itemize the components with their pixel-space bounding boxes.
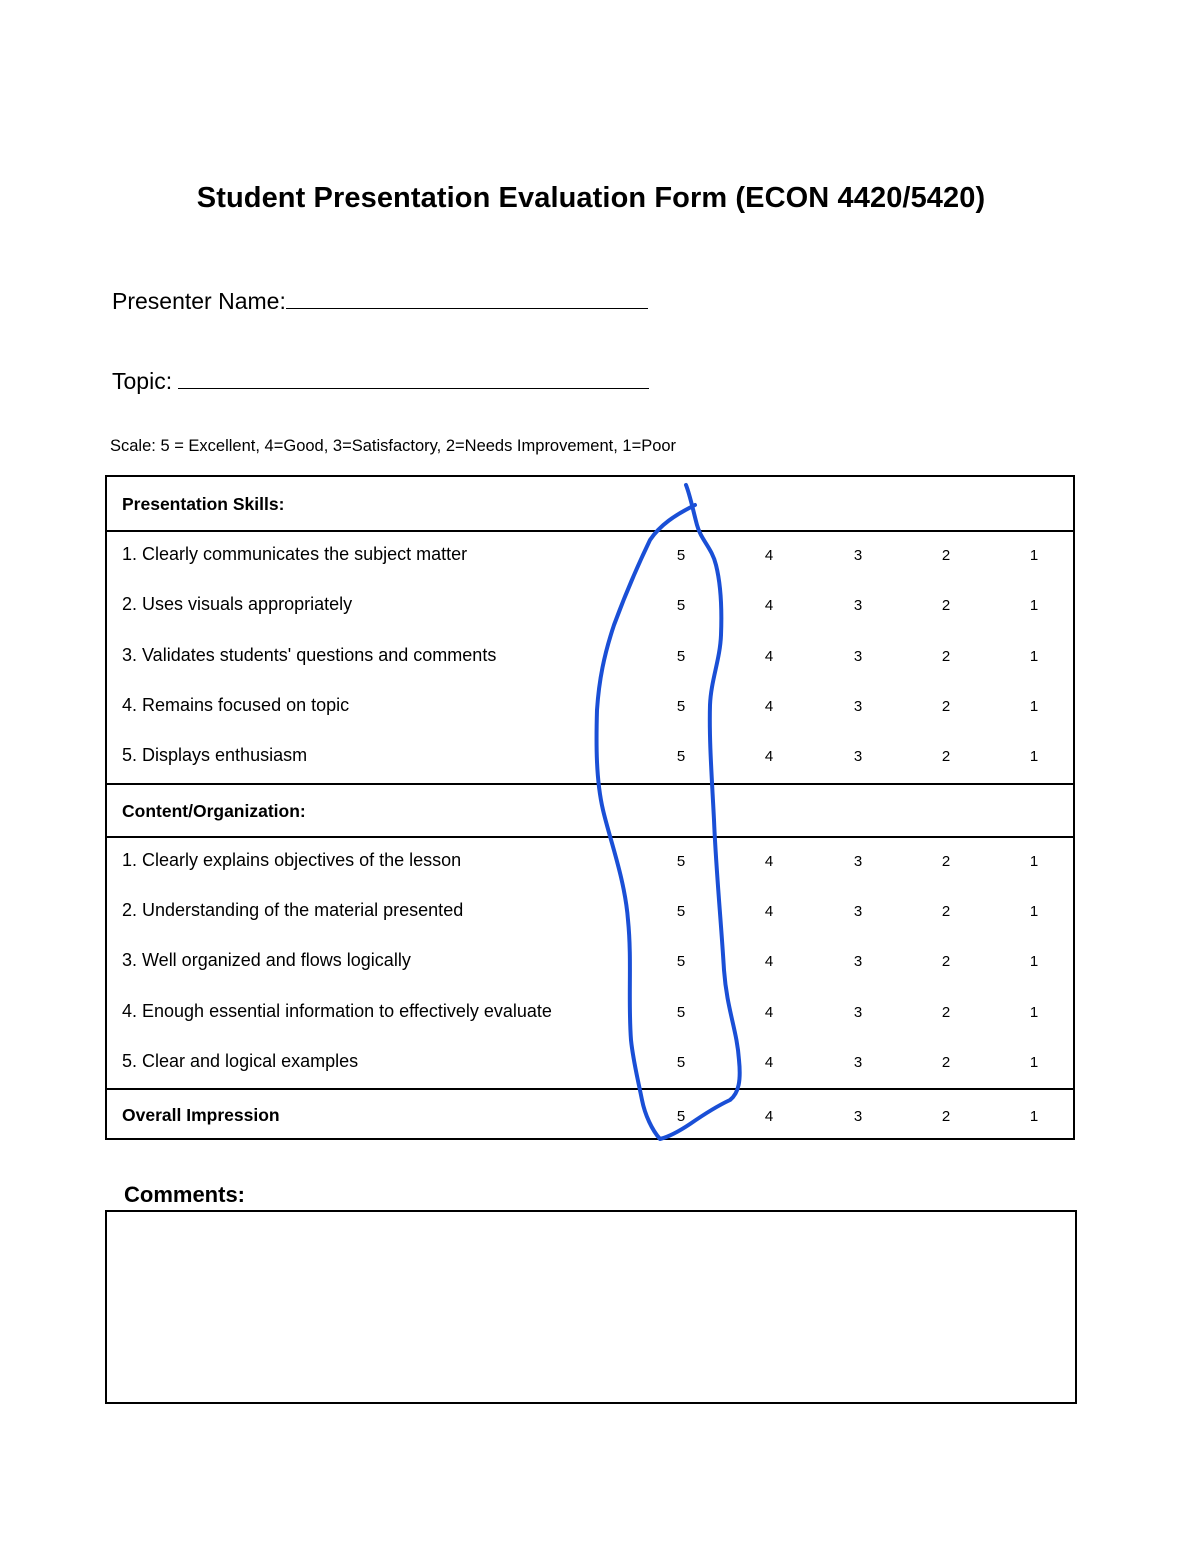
rating-5[interactable]: 5 bbox=[676, 748, 686, 765]
overall-impression-row bbox=[107, 1090, 1073, 1140]
section-header-content-organization bbox=[107, 785, 1073, 837]
rating-5[interactable]: 5 bbox=[676, 953, 686, 970]
topic-field[interactable] bbox=[112, 366, 649, 395]
rating-2[interactable]: 2 bbox=[941, 597, 951, 614]
table-row bbox=[107, 937, 1073, 987]
rating-4[interactable]: 4 bbox=[764, 1054, 774, 1071]
rating-3[interactable]: 3 bbox=[853, 1004, 863, 1021]
section-header-presentation-skills bbox=[107, 477, 1073, 530]
criterion-label: 3. Well organized and flows logically bbox=[122, 950, 411, 970]
table-row bbox=[107, 837, 1073, 887]
rating-1[interactable]: 1 bbox=[1029, 597, 1039, 614]
topic-label: Topic: bbox=[112, 368, 173, 394]
rating-1[interactable]: 1 bbox=[1029, 1054, 1039, 1071]
rating-1[interactable]: 1 bbox=[1029, 1004, 1039, 1021]
rating-1[interactable]: 1 bbox=[1029, 853, 1039, 870]
criterion-label: 4. Remains focused on topic bbox=[122, 695, 350, 715]
rating-5[interactable]: 5 bbox=[676, 1004, 686, 1021]
presenter-name-label: Presenter Name: bbox=[112, 288, 286, 314]
rating-2[interactable]: 2 bbox=[941, 1004, 951, 1021]
criterion-label: 1. Clearly explains objectives of the lesson bbox=[122, 850, 462, 870]
rating-3[interactable]: 3 bbox=[853, 953, 863, 970]
rating-1[interactable]: 1 bbox=[1029, 1108, 1039, 1125]
rating-5[interactable]: 5 bbox=[676, 903, 686, 920]
criterion-label: 5. Displays enthusiasm bbox=[122, 745, 308, 765]
comments-box[interactable] bbox=[105, 1210, 1077, 1404]
rating-3[interactable]: 3 bbox=[853, 903, 863, 920]
rating-3[interactable]: 3 bbox=[853, 547, 863, 564]
rating-2[interactable]: 2 bbox=[941, 748, 951, 765]
rating-3[interactable]: 3 bbox=[853, 597, 863, 614]
rating-2[interactable]: 2 bbox=[941, 547, 951, 564]
rating-4[interactable]: 4 bbox=[764, 648, 774, 665]
rating-2[interactable]: 2 bbox=[941, 903, 951, 920]
rating-5[interactable]: 5 bbox=[676, 698, 686, 715]
rating-2[interactable]: 2 bbox=[941, 953, 951, 970]
rating-4[interactable]: 4 bbox=[764, 953, 774, 970]
rating-3[interactable]: 3 bbox=[853, 748, 863, 765]
criterion-label: 5. Clear and logical examples bbox=[122, 1051, 359, 1071]
table-row bbox=[107, 581, 1073, 631]
presenter-name-blank[interactable] bbox=[286, 286, 648, 309]
rating-4[interactable]: 4 bbox=[764, 1108, 774, 1125]
presenter-name-field[interactable] bbox=[112, 286, 648, 315]
criterion-label: 2. Uses visuals appropriately bbox=[122, 594, 353, 614]
rating-1[interactable]: 1 bbox=[1029, 748, 1039, 765]
criterion-label: 3. Validates students' questions and comments bbox=[122, 645, 497, 665]
evaluation-table bbox=[105, 475, 1075, 1140]
rating-4[interactable]: 4 bbox=[764, 748, 774, 765]
rating-3[interactable]: 3 bbox=[853, 1054, 863, 1071]
rating-5[interactable]: 5 bbox=[676, 547, 686, 564]
section-heading: Content/Organization: bbox=[122, 801, 306, 821]
rating-3[interactable]: 3 bbox=[853, 698, 863, 715]
table-row bbox=[107, 682, 1073, 732]
overall-impression-label: Overall Impression bbox=[122, 1105, 280, 1125]
rating-5[interactable]: 5 bbox=[676, 648, 686, 665]
rating-1[interactable]: 1 bbox=[1029, 698, 1039, 715]
rating-4[interactable]: 4 bbox=[764, 597, 774, 614]
table-row bbox=[107, 531, 1073, 581]
rating-5[interactable]: 5 bbox=[676, 1108, 686, 1125]
rating-5[interactable]: 5 bbox=[676, 1054, 686, 1071]
section-heading: Presentation Skills: bbox=[122, 494, 285, 514]
rating-2[interactable]: 2 bbox=[941, 648, 951, 665]
criterion-label: 2. Understanding of the material presented bbox=[122, 900, 464, 920]
rating-5[interactable]: 5 bbox=[676, 853, 686, 870]
table-row bbox=[107, 988, 1073, 1038]
table-row bbox=[107, 632, 1073, 682]
rating-3[interactable]: 3 bbox=[853, 853, 863, 870]
table-row bbox=[107, 732, 1073, 782]
rating-1[interactable]: 1 bbox=[1029, 903, 1039, 920]
rating-2[interactable]: 2 bbox=[941, 698, 951, 715]
rating-3[interactable]: 3 bbox=[853, 648, 863, 665]
rating-5[interactable]: 5 bbox=[676, 597, 686, 614]
comments-label: Comments: bbox=[124, 1182, 246, 1207]
rating-1[interactable]: 1 bbox=[1029, 547, 1039, 564]
form-title: Student Presentation Evaluation Form (ECON 4420/5420) bbox=[196, 182, 986, 214]
scale-legend: Scale: 5 = Excellent, 4=Good, 3=Satisfactory, 2=Needs Improvement, 1=Poor bbox=[110, 437, 677, 455]
rating-1[interactable]: 1 bbox=[1029, 953, 1039, 970]
criterion-label: 4. Enough essential information to effectively evaluate bbox=[122, 1001, 552, 1021]
rating-4[interactable]: 4 bbox=[764, 1004, 774, 1021]
rating-4[interactable]: 4 bbox=[764, 903, 774, 920]
rating-4[interactable]: 4 bbox=[764, 547, 774, 564]
rating-4[interactable]: 4 bbox=[764, 698, 774, 715]
rating-2[interactable]: 2 bbox=[941, 1108, 951, 1125]
topic-blank[interactable] bbox=[178, 366, 649, 389]
rating-2[interactable]: 2 bbox=[941, 1054, 951, 1071]
rating-4[interactable]: 4 bbox=[764, 853, 774, 870]
table-row bbox=[107, 1038, 1073, 1088]
rating-3[interactable]: 3 bbox=[853, 1108, 863, 1125]
rating-2[interactable]: 2 bbox=[941, 853, 951, 870]
criterion-label: 1. Clearly communicates the subject matter bbox=[122, 544, 468, 564]
rating-1[interactable]: 1 bbox=[1029, 648, 1039, 665]
table-row bbox=[107, 887, 1073, 937]
